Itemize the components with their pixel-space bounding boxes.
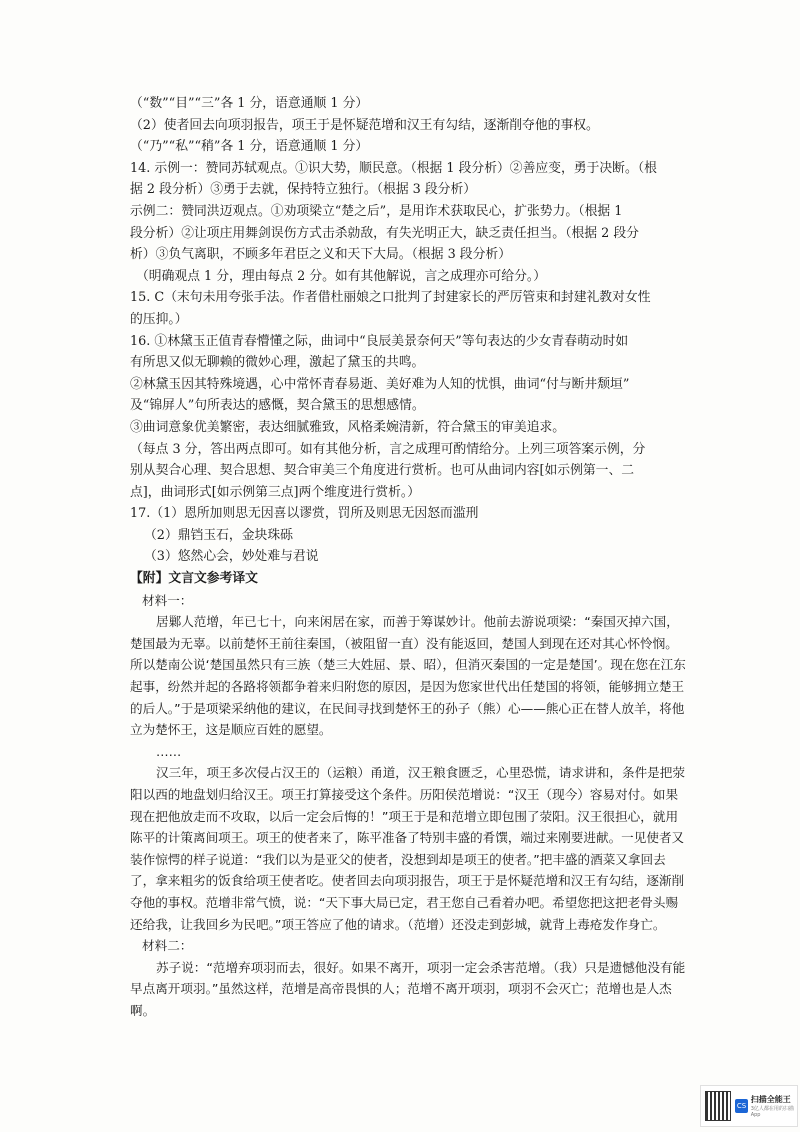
watermark-text	[751, 1094, 797, 1118]
translation-paragraph: 居鄛人范增，年已七十，向来闲居在家，而善于筹谋妙计。他前去游说项梁：“秦国灭掉六国，楚国最为无辜。以前楚怀王前往秦国，（被阻留一直）没有能返回，楚国人到现在还对其心怀怜悯。所以楚南公说‘楚国虽然只有三族（楚三大姓屈、景、昭），但消灭秦国的一定是楚国’。现在您在江东起事，纷然并起的各路将领都争着来归附您的原因，是因为您家世代出任楚国的将领，能够拥立楚王的后人。”于是项梁采纳他的建议，在民间寻找到楚怀王的孙子（熊）心——熊心正在替人放羊，将他立为楚怀王，这是顺应百姓的愿望。	[130, 614, 686, 738]
qr-code-icon	[705, 1091, 731, 1121]
answer-page	[130, 93, 690, 1022]
answer-line: 段分析）②让项庄用舞剑误伤方式击杀勍敌，有失光明正大，缺乏责任担当。（根据 2 段分	[130, 225, 639, 241]
answer-line: 15. C（末句未用夸张手法。作者借杜丽娘之口批判了封建家长的严厉管束和封建礼教对女性	[130, 290, 651, 306]
answer-line: 14. 示例一：赞同苏轼观点。①识大势，顺民意。（根据 1 段分析）②善应变，勇于决断。（根	[130, 160, 657, 176]
answer-line: 16. ①林黛玉正值青春懵懂之际，曲词中“良辰美景奈何天”等句表达的少女青春萌动时如	[130, 333, 629, 349]
answer-line: 17.（1）恩所加则思无因喜以谬赏，罚所及则思无因怒而滥刑	[130, 506, 479, 522]
answer-line: （3）悠然心会，妙处难与君说	[144, 549, 319, 565]
answer-line: （“数”“目”“三”各 1 分，语意通顺 1 分）	[130, 96, 369, 111]
answer-line: （2）使者回去向项羽报告，项王于是怀疑范增和汉王有勾结，逐渐削夺他的事权。	[130, 117, 599, 133]
translation-paragraph: 苏子说：“范增弃项羽而去，很好。如果不离开，项羽一定会杀害范增。（我）只是遗憾他没有能早点离开项羽。”虽然这样，范增是高帝畏惧的人；范增不离开项羽，项羽不会灭亡；范增也是人杰啊。	[130, 959, 686, 1018]
translation	[130, 590, 690, 1022]
answer-line: （明确观点 1 分，理由每点 2 分。如有其他解说，言之成理亦可给分。）	[136, 268, 547, 284]
material-heading: 材料一：	[142, 592, 193, 608]
scanner-watermark	[700, 1085, 798, 1127]
answer-line: 的压抑。）	[130, 311, 188, 327]
answer-line: （“乃”“私”“稍”各 1 分，语意通顺 1 分）	[130, 139, 369, 155]
brand-name: 扫描全能王	[750, 1095, 791, 1104]
answer-line: 及“锦屏人”句所表达的感慨，契合黛玉的思想感情。	[130, 398, 425, 414]
answer-line: 示例二：赞同洪迈观点。①劝项梁立“楚之后”，是用诈术获取民心，扩张势力。（根据 1	[130, 203, 623, 219]
translation-paragraph: 汉三年，项王多次侵占汉王的（运粮）甬道，汉王粮食匮乏，心里恐慌，请求讲和，条件是把荥阳以西的地盘划归给汉王。项王打算接受这个条件。历阳侯范增说：“汉王（现今）容易对付。如果现在把他放走而不攻取，以后一定会后悔的！”项王于是和范增立即包围了荥阳。汉王很担心，就用陈平的计策离间项王。项王的使者来了，陈平准备了特别丰盛的肴馔，端过来刚要进献。一见使者又装作惊愕的样子说道：“我们以为是亚父的使者，没想到却是项王的使者。”把丰盛的酒菜又拿回去了，拿来粗劣的饭食给项王使者吃。使者回去向项羽报告，项王于是怀疑范增和汉王有勾结，逐渐削夺他的事权。范增非常气愤，说：“天下事大局已定，君王您自己看着办吧。希望您把这把老骨头赐还给我，让我回乡为民吧。”项王答应了他的请求。（范增）还没走到彭城，就背上毒疮发作身亡。	[130, 765, 685, 932]
answer-line: 别从契合心理、契合思想、契合审美三个角度进行赏析。也可从曲词内容[如示例第一、二	[130, 463, 635, 479]
answer-line: ②林黛玉因其特殊境遇，心中常怀青春易逝、美好难为人知的忧惧，曲词“付与断井颓垣”	[130, 376, 630, 392]
appendix-heading: 【附】文言文参考译文	[130, 571, 258, 587]
brand-tagline: 3亿人都在用的扫描App	[750, 1106, 794, 1118]
answer-line: （2）鼎铛玉石，金块珠砾	[144, 527, 293, 543]
answer-line: 有所思又似无聊赖的微妙心理，激起了黛玉的共鸣。	[130, 355, 425, 371]
answer-line: 点]，曲词形式[如示例第三点]两个维度进行赏析。）	[130, 484, 421, 500]
answer-key	[130, 93, 690, 590]
answer-line: ③曲词意象优美繁密，表达细腻雅致，风格柔婉清新，符合黛玉的审美追求。	[130, 419, 566, 435]
camscanner-logo: CS	[735, 1099, 747, 1113]
answer-line: 据 2 段分析）③勇于去就，保持特立独行。（根据 3 段分析）	[130, 182, 477, 198]
answer-line: （每点 3 分，答出两点即可。如有其他分析，言之成理可酌情给分。上列三项答案示例，分	[130, 441, 646, 457]
ellipsis: ……	[156, 743, 182, 759]
material-heading: 材料二：	[142, 938, 193, 954]
answer-line: 析）③负气离职，不顾多年君臣之义和天下大局。（根据 3 段分析）	[130, 247, 511, 263]
